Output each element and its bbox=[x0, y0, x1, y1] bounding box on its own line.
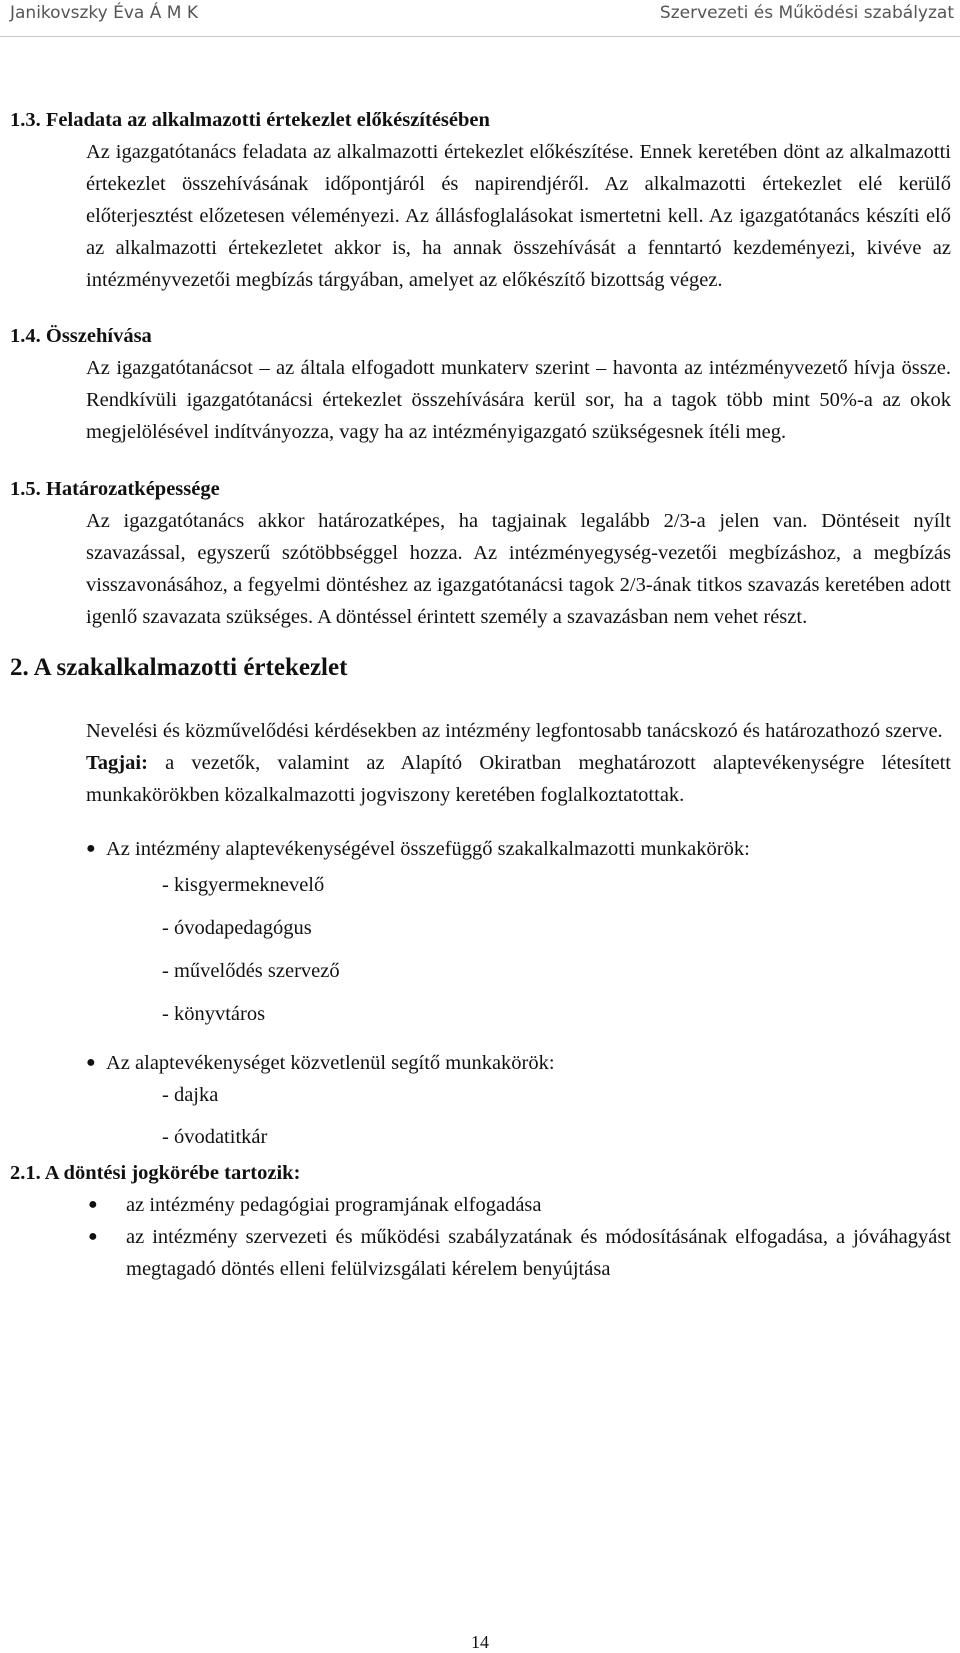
bullet-icon: ● bbox=[88, 1228, 98, 1245]
document-body bbox=[0, 104, 960, 1285]
group-2-bullet bbox=[86, 1047, 951, 1079]
section-1-5-heading: 1.5. Határozatképessége bbox=[10, 478, 220, 500]
section-1-4-heading: 1.4. Összehívása bbox=[10, 325, 152, 347]
header-document-title: Szervezeti és Működési szabályzat bbox=[659, 3, 954, 23]
list-item-text: az intézmény pedagógiai programjának elfogadása bbox=[126, 1194, 542, 1216]
bullet-icon: ● bbox=[86, 1054, 96, 1071]
list-item bbox=[0, 1189, 951, 1221]
section-2-members bbox=[86, 747, 951, 811]
list-item-text: az intézmény szervezeti és működési szabályzatának és módosításának elfogadása, a jóváhagyást megtagadó döntés elleni felülvizsgálati kérelem benyújtása bbox=[126, 1226, 951, 1280]
section-2-heading: 2. A szakalkalmazotti értekezlet bbox=[10, 654, 348, 681]
list-item: - könyvtáros bbox=[162, 1003, 266, 1025]
members-text: a vezetők, valamint az Alapító Okiratban meghatározott alaptevékenységre létesített munkakörökben közalkalmazotti jogviszony keretében foglalkoztatottak. bbox=[86, 752, 951, 806]
section-1-3-paragraph: Az igazgatótanács feladata az alkalmazotti értekezlet előkészítése. Ennek keretében dönt az alkalmazotti értekezlet összehívásának időpontjáról és napirendjéről. Az alkalmazotti értekezlet elé kerülő előterjesztést előzetesen véleményezi. Az állásfoglalásokat ismertetni kell. Az igazgatótanács készíti elő az alkalmazotti értekezletet akkor is, ha annak összehívását a fenntartó kezdeményezi, kivéve az intézményvezetői megbízás tárgyában, amelyet az előkészítő bizottság végez. bbox=[86, 141, 951, 291]
group-2-title: Az alaptevékenységet közvetlenül segítő munkakörök: bbox=[106, 1052, 555, 1074]
bullet-icon: ● bbox=[88, 1196, 98, 1213]
bullet-icon: ● bbox=[86, 840, 96, 857]
list-item: - művelődés szervező bbox=[162, 960, 340, 982]
header-author: Janikovszky Éva Á M K bbox=[10, 3, 198, 23]
decision-list bbox=[0, 1189, 960, 1285]
section-1-3-heading: 1.3. Feladata az alkalmazotti értekezlet előkészítésében bbox=[10, 109, 490, 131]
section-1-4-paragraph: Az igazgatótanácsot – az általa elfogadott munkaterv szerint – havonta az intézményvezető hívja össze. Rendkívüli igazgatótanácsi értekezlet összehívására kerül sor, ha a tagok több mint 50%-a az okok megjelölésével indítványozza, vagy ha az intézményigazgató szükségesnek ítéli meg. bbox=[86, 357, 951, 443]
section-2-1-heading: 2.1. A döntési jogkörébe tartozik: bbox=[10, 1162, 301, 1184]
list-item: - óvodapedagógus bbox=[162, 917, 312, 939]
list-item: - dajka bbox=[162, 1084, 219, 1106]
list-item: - kisgyermeknevelő bbox=[162, 874, 325, 896]
page-number: 14 bbox=[471, 1632, 489, 1652]
section-1-5-paragraph: Az igazgatótanács akkor határozatképes, ha tagjainak legalább 2/3-a jelen van. Döntéseit nyílt szavazással, egyszerű szótöbbséggel hozza. Az intézményegység-vezetői megbízáshoz, a megbízás visszavonásához, a fegyelmi döntéshez az igazgatótanácsi tagok 2/3-ának titkos szavazás keretében adott igenlő szavazata szükséges. A döntéssel érintett személy a szavazásban nem vehet részt. bbox=[86, 510, 951, 628]
members-label: Tagjai: bbox=[86, 752, 148, 774]
list-item bbox=[0, 1221, 951, 1285]
group-1-bullet bbox=[86, 833, 951, 865]
section-2-intro: Nevelési és közművelődési kérdésekben az intézmény legfontosabb tanácskozó és határozathozó szerve. bbox=[86, 720, 943, 742]
group-1-title: Az intézmény alaptevékenységével összefüggő szakalkalmazotti munkakörök: bbox=[106, 838, 750, 860]
list-item: - óvodatitkár bbox=[162, 1126, 268, 1148]
page-header bbox=[0, 0, 960, 37]
